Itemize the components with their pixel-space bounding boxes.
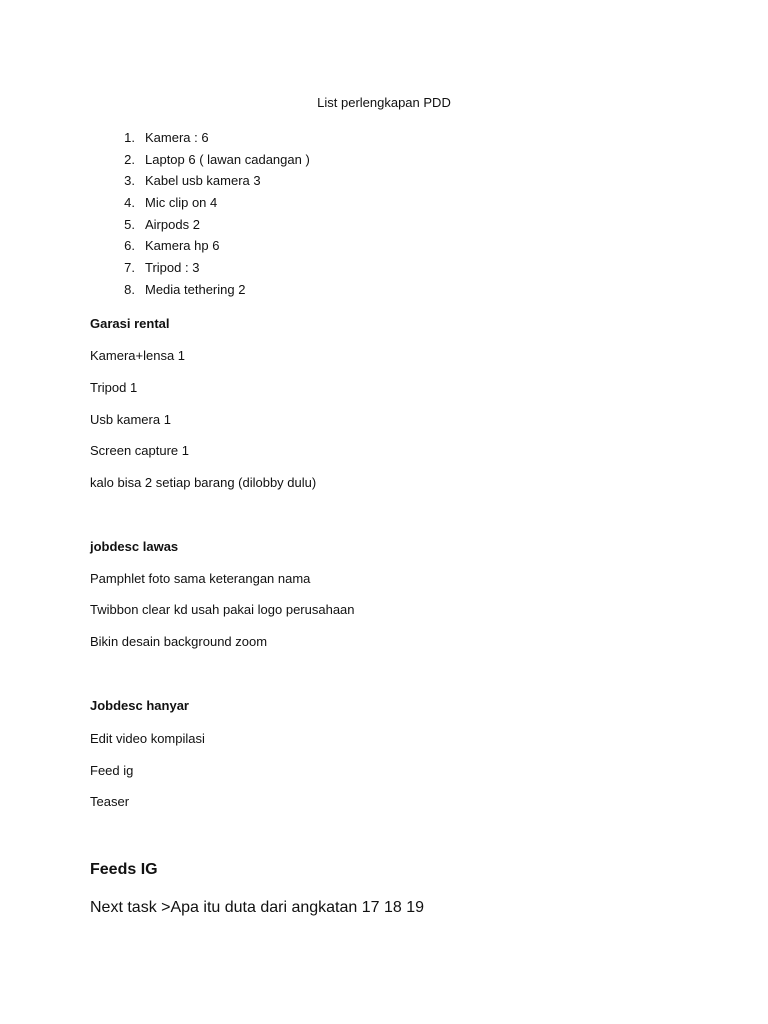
list-item-text: Laptop 6 ( lawan cadangan ) (145, 151, 310, 167)
paragraph-line: kalo bisa 2 setiap barang (dilobby dulu) (90, 475, 317, 490)
paragraph-line: Bikin desain background zoom (90, 634, 268, 649)
section-heading-lawas: jobdesc lawas (90, 539, 179, 554)
equipment-list (110, 130, 310, 304)
list-item-text: Mic clip on 4 (145, 195, 218, 211)
section-heading-garasi: Garasi rental (90, 316, 170, 331)
paragraph-line: Teaser (90, 794, 130, 809)
list-number: 1. (124, 130, 135, 145)
list-item (110, 195, 310, 217)
section-heading-feeds: Feeds IG (90, 861, 158, 878)
list-item (110, 260, 310, 282)
list-item (110, 282, 310, 304)
list-number: 4. (124, 195, 135, 211)
paragraph-line: Feed ig (90, 763, 134, 778)
list-number: 2. (124, 151, 135, 167)
paragraph-line: Tripod 1 (90, 380, 138, 395)
paragraph-line: Pamphlet foto sama keterangan nama (90, 571, 311, 586)
list-number: 8. (124, 281, 135, 297)
paragraph-line: Usb kamera 1 (90, 412, 171, 427)
list-item-text: Media tethering 2 (145, 281, 246, 297)
list-number: 6. (124, 238, 135, 254)
list-item-text: Kabel usb kamera 3 (145, 173, 261, 189)
list-item (110, 173, 310, 195)
paragraph-line: Screen capture 1 (90, 443, 190, 458)
list-item-text: Airpods 2 (145, 216, 200, 232)
list-item-text: Kamera : 6 (145, 130, 209, 145)
page-title: List perlengkapan PDD (317, 95, 451, 110)
next-task-line: Next task >Apa itu duta dari angkatan 17 18 19 (90, 899, 425, 916)
paragraph-line: Twibbon clear kd usah pakai logo perusahaan (90, 602, 355, 617)
list-item (110, 238, 310, 260)
list-item (110, 130, 310, 152)
list-item-text: Tripod : 3 (145, 260, 200, 276)
list-number: 5. (124, 216, 135, 232)
section-heading-hanyar: Jobdesc hanyar (90, 698, 189, 713)
paragraph-line: Kamera+lensa 1 (90, 348, 186, 363)
list-item (110, 217, 310, 239)
list-item (110, 152, 310, 174)
paragraph-line: Edit video kompilasi (90, 731, 205, 746)
list-item-text: Kamera hp 6 (145, 238, 220, 254)
list-number: 3. (124, 173, 135, 189)
list-number: 7. (124, 260, 135, 276)
